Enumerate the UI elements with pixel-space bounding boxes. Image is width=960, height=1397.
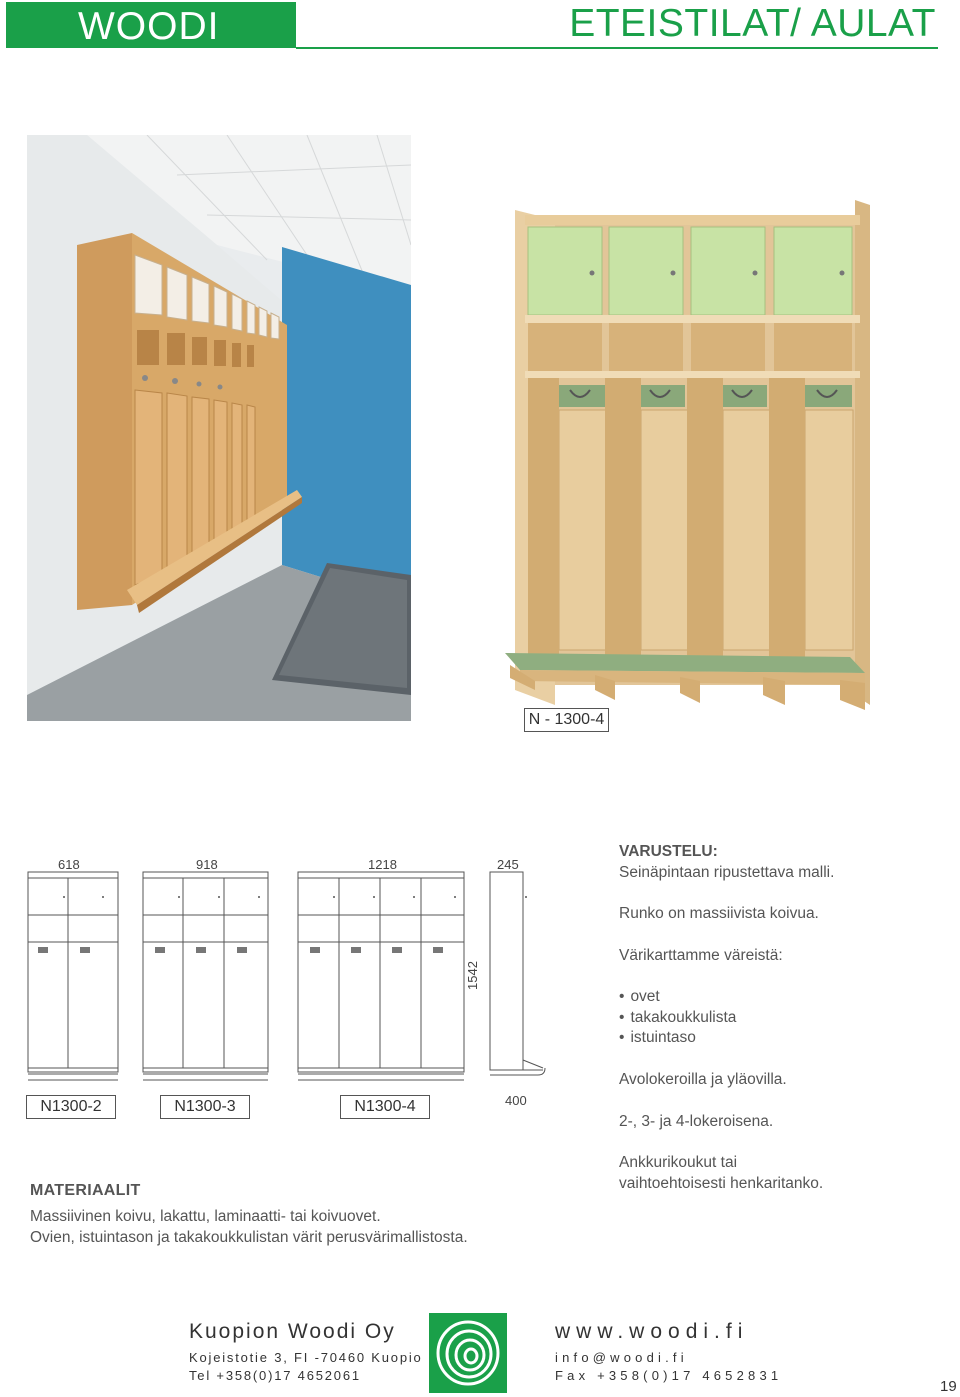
spec-line-2: Runko on massiivista koivua. xyxy=(619,905,819,922)
footer-contact-right xyxy=(555,1320,782,1385)
materials-line-1: Massiivinen koivu, lakattu, laminaatti- tai koivuovet. xyxy=(30,1208,381,1225)
materials-title: MATERIAALIT xyxy=(30,1182,141,1199)
website-link[interactable]: www.woodi.fi xyxy=(555,1320,749,1343)
height-1542: 1542 xyxy=(465,961,480,990)
depth-245: 245 xyxy=(497,857,519,872)
width-618: 618 xyxy=(58,857,80,872)
room-photo xyxy=(27,135,411,721)
color-options-list xyxy=(619,987,736,1049)
width-1218: 1218 xyxy=(368,857,397,872)
list-item: • ovet xyxy=(619,987,736,1008)
code-n1300-2: N1300-2 xyxy=(26,1095,116,1119)
company-name: Kuopion Woodi Oy xyxy=(189,1320,396,1343)
width-918: 918 xyxy=(196,857,218,872)
spec-line-4: Avolokeroilla ja yläovilla. xyxy=(619,1071,787,1088)
spec-line-3: Värikarttamme väreistä: xyxy=(619,947,783,964)
list-item: • takakoukkulista xyxy=(619,1008,736,1029)
header-underline xyxy=(296,47,938,49)
page-number: 19 xyxy=(940,1378,957,1395)
email-link[interactable]: info@woodi.fi xyxy=(555,1350,688,1365)
code-n1300-3: N1300-3 xyxy=(160,1095,250,1119)
spec-line-6a: Ankkurikoukut tai xyxy=(619,1154,738,1171)
materials-line-2: Ovien, istuintason ja takakoukkulistan värit perusvärimallistosta. xyxy=(30,1229,468,1246)
brand-banner xyxy=(6,2,296,48)
equipment-title: VARUSTELU: xyxy=(619,843,718,860)
brand-name: WOODI xyxy=(78,5,220,48)
footer-contact-left xyxy=(189,1320,423,1385)
code-n1300-4: N1300-4 xyxy=(340,1095,430,1119)
depth-400: 400 xyxy=(505,1093,527,1108)
spec-line-5: 2-, 3- ja 4-lokeroisena. xyxy=(619,1113,774,1130)
spec-line-6b: vaihtoehtoisesti henkaritanko. xyxy=(619,1175,824,1192)
company-address: Kojeistotie 3, FI -70460 Kuopio xyxy=(189,1350,423,1365)
page-title: ETEISTILAT/ AULAT xyxy=(569,2,936,45)
model-label: N - 1300-4 xyxy=(524,708,609,732)
company-fax: Fax +358(0)17 4652831 xyxy=(555,1368,783,1383)
list-item: • istuintaso xyxy=(619,1028,736,1049)
company-phone: Tel +358(0)17 4652061 xyxy=(189,1368,361,1383)
woodi-logo-icon xyxy=(429,1313,507,1393)
product-photo xyxy=(495,195,875,715)
spec-line-1: Seinäpintaan ripustettava malli. xyxy=(619,864,835,881)
